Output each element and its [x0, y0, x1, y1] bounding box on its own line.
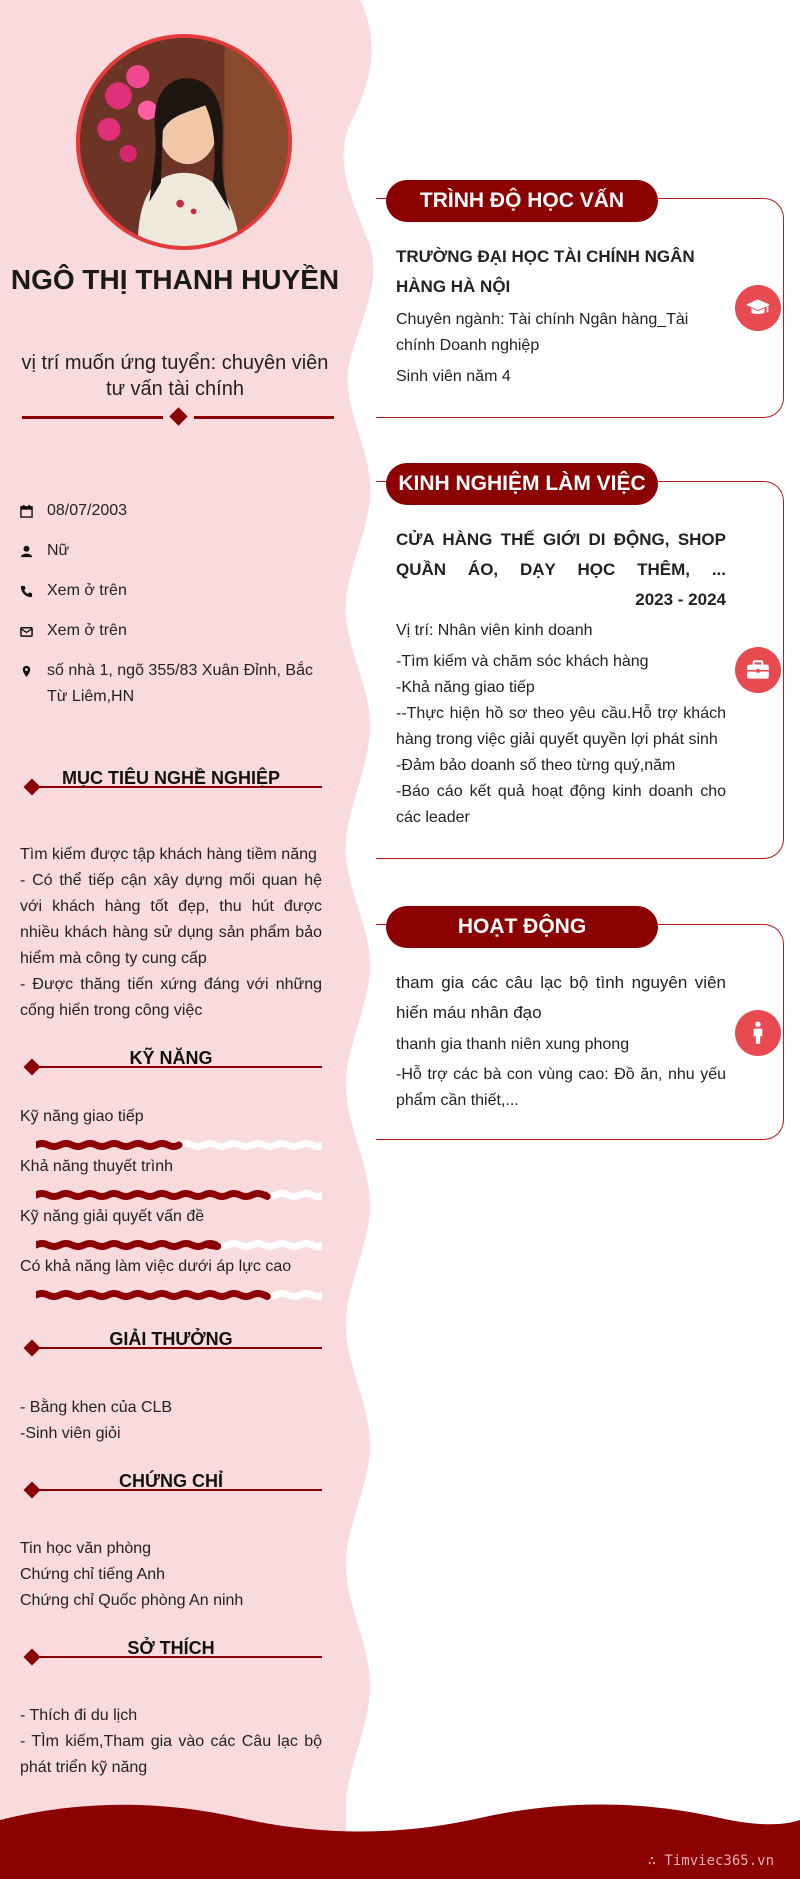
- awards-heading: [20, 1329, 322, 1363]
- avatar: [76, 34, 292, 250]
- briefcase-icon: [735, 647, 781, 693]
- hobbies-title: SỞ THÍCH: [127, 1638, 215, 1658]
- education-major: Chuyên ngành: Tài chính Ngân hàng_Tài chính Doanh nghiệp: [396, 311, 689, 354]
- calendar-icon: [20, 498, 47, 524]
- address-text: số nhà 1, ngõ 355/83 Xuân Đỉnh, Bắc Từ Liêm,HN: [47, 662, 313, 705]
- skill-bar-fill: [36, 1144, 179, 1147]
- skill-bar: [36, 1190, 322, 1200]
- desired-position: vị trí muốn ứng tuyển: chuyên viên tư vấn tài chính: [21, 352, 329, 400]
- skill-label: Có khả năng làm việc dưới áp lực cao: [20, 1258, 292, 1275]
- envelope-icon: [20, 618, 47, 644]
- activity-item-1: tham gia các câu lạc bộ tình nguyên viên hiến máu nhân đạo: [396, 973, 726, 1022]
- brand-watermark: ∴ Timviec365.vn: [647, 1853, 774, 1869]
- email-text: Xem ở trên: [47, 622, 127, 639]
- candidate-name: NGÔ THỊ THANH HUYỀN: [10, 264, 340, 295]
- objective-text: Tìm kiếm được tập khách hàng tiềm năng - Có thể tiếp cận xây dựng mối quan hệ với khách hàng tốt đẹp, thu hút được nhiều khách hàng sử dụng sản phẩm bảo hiểm mà công ty cung cấp - Được thăng tiến xứng đáng với những cống hiến trong công việc: [20, 846, 322, 1019]
- hobbies-text: - Thích đi du lịch - TÌm kiếm,Tham gia vào các Câu lạc bộ phát triển kỹ năng: [20, 1707, 322, 1776]
- skills-heading: [20, 1048, 322, 1082]
- awards-text: - Bằng khen của CLB -Sinh viên giỏi: [20, 1399, 173, 1442]
- certificates-heading: [20, 1471, 322, 1505]
- skills-title: KỸ NĂNG: [129, 1048, 213, 1068]
- skill-bar-fill: [36, 1244, 218, 1247]
- certificates-text: Tin học văn phòng Chứng chỉ tiếng Anh Chứng chỉ Quốc phòng An ninh: [20, 1540, 244, 1609]
- location-pin-icon: [20, 658, 47, 684]
- person-icon: [735, 1010, 781, 1056]
- graduation-cap-icon: [735, 285, 781, 331]
- birthday-row: [20, 498, 330, 524]
- experience-company-line1: [396, 525, 726, 585]
- address-row: [20, 658, 330, 710]
- experience-role: Vị trí: Nhân viên kinh doanh: [396, 622, 593, 639]
- activity-item-2: thanh gia thanh niên xung phong: [396, 1036, 630, 1053]
- activity-item-3: -Hỗ trợ các bà con vùng cao: Đồ ăn, nhu yếu phẩm cần thiết,...: [396, 1066, 726, 1109]
- experience-duties: -Tìm kiếm và chăm sóc khách hàng -Khả năng giao tiếp --Thực hiện hồ sơ theo yêu cầu.Hỗ trợ khách hàng trong việc giải quyết quyền lợi phát sinh -Đảm bảo doanh số theo từng quý,năm -Báo cáo kết quả hoạt động kinh doanh cho các leader: [396, 653, 726, 826]
- activities-title: HOẠT ĐỘNG: [386, 906, 658, 948]
- email-row: [20, 618, 330, 644]
- skill-label: Kỹ năng giao tiếp: [20, 1108, 144, 1125]
- birthday-text: 08/07/2003: [47, 502, 128, 519]
- education-year: Sinh viên năm 4: [396, 368, 511, 385]
- skill-bar-fill: [36, 1294, 267, 1297]
- hobbies-heading: [20, 1638, 322, 1672]
- education-school: TRƯỜNG ĐẠI HỌC TÀI CHÍNH NGÂN HÀNG HÀ NỘI: [396, 247, 695, 296]
- certificates-title: CHỨNG CHỈ: [119, 1471, 223, 1491]
- experience-period: 2023 - 2024: [635, 590, 726, 609]
- experience-title: KINH NGHIỆM LÀM VIỆC: [386, 463, 658, 505]
- objective-title: MỤC TIÊU NGHỀ NGHIỆP: [61, 768, 280, 788]
- name-divider: [22, 409, 334, 425]
- gender-text: Nữ: [47, 542, 70, 559]
- skill-label: Khả năng thuyết trình: [20, 1158, 173, 1175]
- skill-label: Kỹ năng giải quyết vấn đề: [20, 1208, 205, 1225]
- gender-row: [20, 538, 330, 564]
- education-title: TRÌNH ĐỘ HỌC VẤN: [386, 180, 658, 222]
- user-icon: [20, 538, 47, 564]
- skill-bar-fill: [36, 1194, 267, 1197]
- objective-heading: [20, 768, 322, 802]
- skill-bar: [36, 1140, 322, 1150]
- contact-info: [20, 498, 330, 724]
- skill-bar: [36, 1290, 322, 1300]
- experience-company: CỬA HÀNG THẾ GIỚI DI ĐỘNG, SHOP QUẦN ÁO, DẠY HỌC THÊM, ...: [396, 530, 726, 579]
- phone-icon: [20, 578, 47, 604]
- skill-bar: [36, 1240, 322, 1250]
- phone-text: Xem ở trên: [47, 582, 127, 599]
- phone-row: [20, 578, 330, 604]
- awards-title: GIẢI THƯỞNG: [109, 1329, 233, 1349]
